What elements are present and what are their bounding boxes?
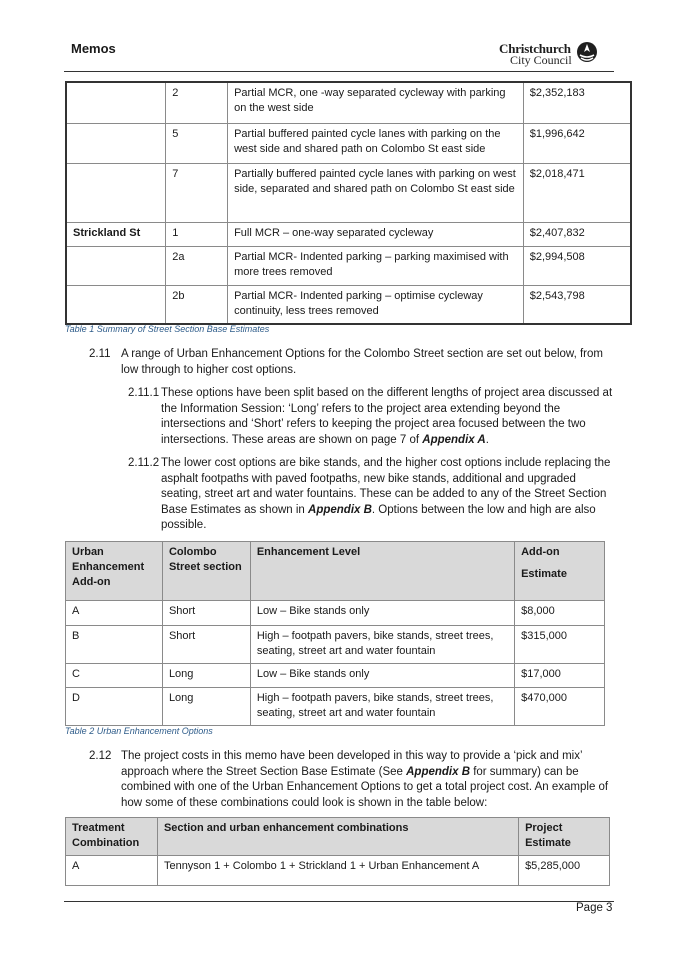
- project-estimate-table: [65, 817, 610, 886]
- appendix-a-reference: Appendix A: [422, 433, 486, 446]
- logo-line1: Christchurch: [499, 41, 571, 56]
- council-emblem-icon: [575, 41, 599, 65]
- appendix-b-reference: Appendix B: [406, 765, 470, 778]
- table-row: 2b Partial MCR- Indented parking – optimise cycleway continuity, less trees removed $2,543,798: [66, 285, 631, 324]
- council-logo: [499, 41, 601, 71]
- table-row: A Tennyson 1 + Colombo 1 + Strickland 1 + Urban Enhancement A $5,285,000: [66, 856, 610, 886]
- street-section-table: [65, 81, 632, 325]
- table-header-row: Urban Enhancement Add-on Colombo Street section Enhancement Level Add-on Estimate: [66, 542, 605, 601]
- table-row: 5 Partial buffered painted cycle lanes with parking on the west side and shared path on Colombo St east side $1,996,642: [66, 123, 631, 163]
- table-row: D Long High – footpath pavers, bike stands, street trees, seating, street art and water fountain $470,000: [66, 688, 605, 726]
- footer-divider: [64, 901, 614, 902]
- paragraph-2-11-2: 2.11.2 The lower cost options are bike stands, and the higher cost options include replacing the asphalt footpaths with paved footpaths, new bike stands, additional and upgraded seating, street art and water fountains. These can be added to any of the Street Section Base Estimates as shown in Appendix B. Options between the low and high are also possible.: [128, 457, 611, 531]
- table-row: Strickland St 1 Full MCR – one-way separated cycleway $2,407,832: [66, 222, 631, 246]
- table-header-row: Treatment Combination Section and urban enhancement combinations Project Estimate: [66, 818, 610, 856]
- paragraph-2-11-1: 2.11.1 These options have been split based on the different lengths of project area discussed at the Information Session: ‘Long’ refers to the project area extending beyond the intersections and ‘Short’ refers to keeping the project area focused between the two intersections. These areas are shown on page 7 of Appendix A.: [128, 387, 613, 446]
- table-row: C Long Low – Bike stands only $17,000: [66, 664, 605, 688]
- appendix-b-reference: Appendix B: [308, 503, 372, 516]
- table-row: B Short High – footpath pavers, bike stands, street trees, seating, street art and water fountain $315,000: [66, 626, 605, 664]
- logo-line2: City Council: [510, 53, 572, 67]
- urban-enhancement-table: [65, 541, 605, 726]
- header-divider: [64, 71, 614, 72]
- paragraph-2-11: 2.11 A range of Urban Enhancement Options for the Colombo Street section are set out below, from low through to higher cost options.: [89, 348, 603, 376]
- table1-caption: Table 1 Summary of Street Section Base Estimates: [65, 324, 270, 334]
- page-number: Page 3: [576, 902, 613, 914]
- table-row: 2a Partial MCR- Indented parking – parking maximised with more trees removed $2,994,508: [66, 246, 631, 285]
- page-header-title: Memos: [71, 41, 116, 56]
- table-row: A Short Low – Bike stands only $8,000: [66, 601, 605, 626]
- paragraph-2-12: 2.12 The project costs in this memo have been developed in this way to provide a ‘pick and mix’ approach where the Street Section Base Estimate (See Appendix B for summary) can be combined with one of the Urban Enhancement Options to get a total project cost. An example of how some of these combinations could look is shown in the table below:: [89, 750, 609, 809]
- table2-caption: Table 2 Urban Enhancement Options: [65, 726, 213, 736]
- table-row: 2 Partial MCR, one -way separated cycleway with parking on the west side $2,352,183: [66, 82, 631, 123]
- table-row: 7 Partially buffered painted cycle lanes with parking on west side, separated and shared path on Colombo St east side $2,018,471: [66, 163, 631, 222]
